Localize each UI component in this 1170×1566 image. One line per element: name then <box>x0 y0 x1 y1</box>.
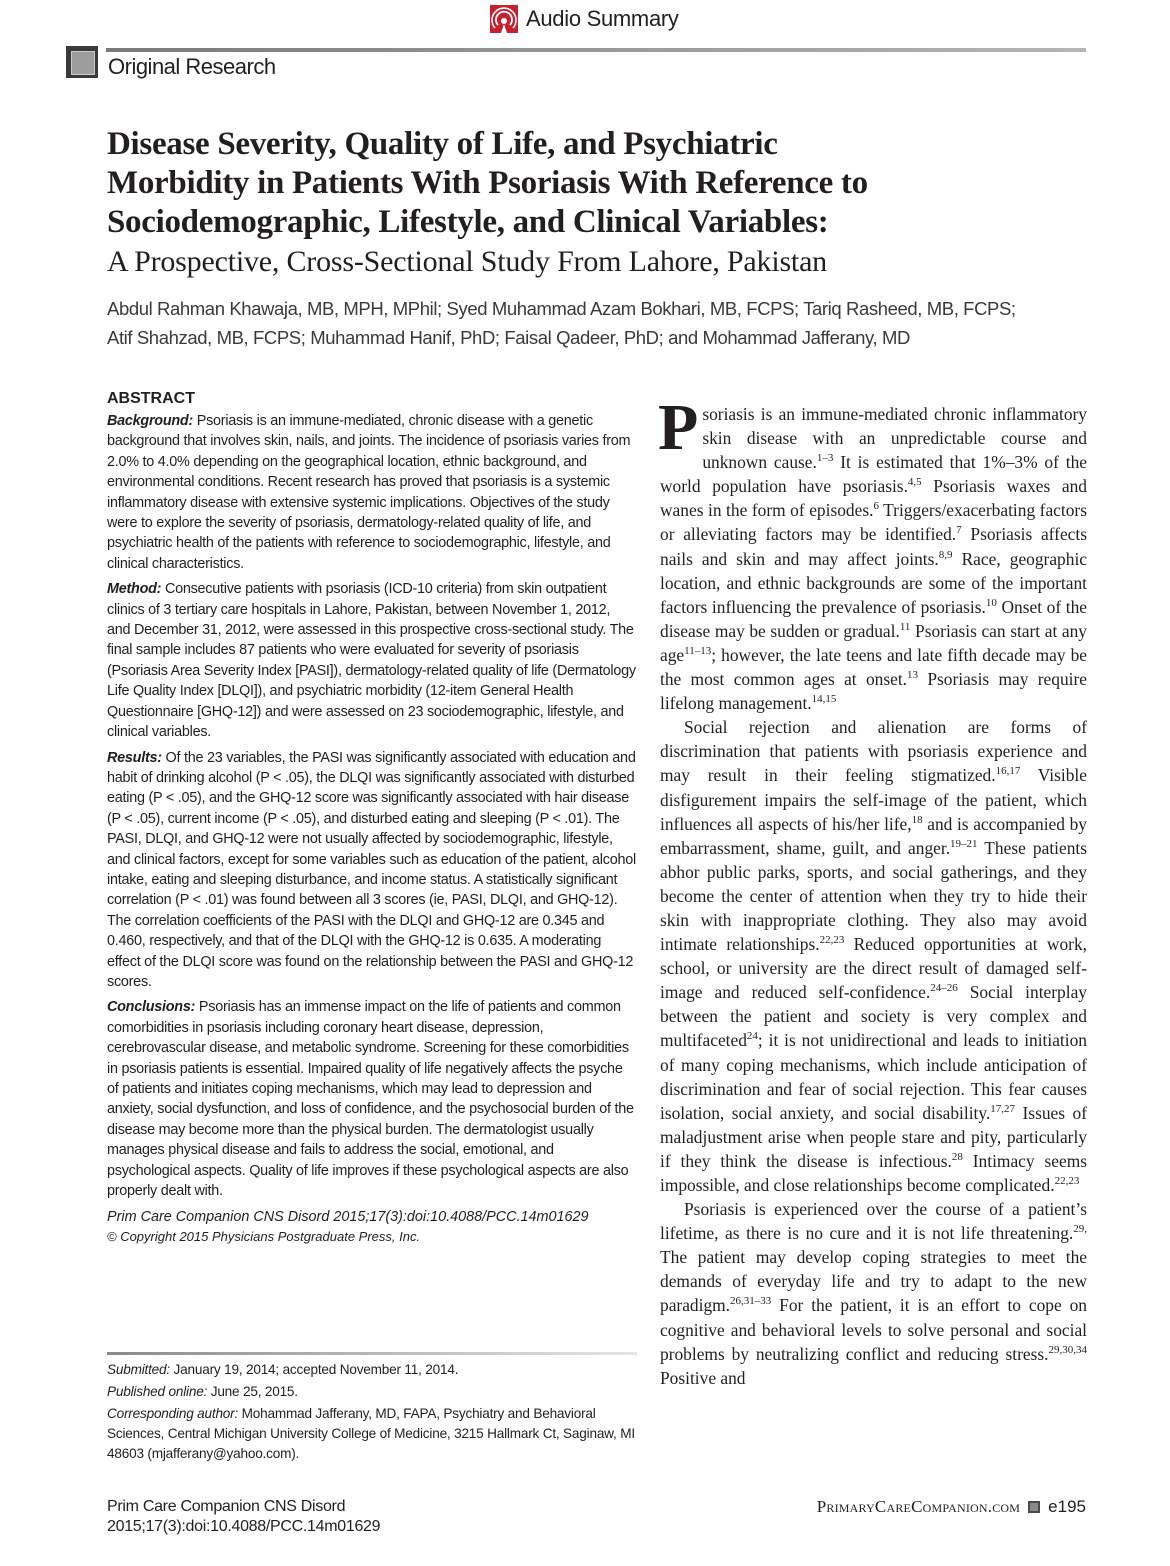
meta-value: June 25, 2015. <box>207 1384 298 1399</box>
section-text: Of the 23 variables, the PASI was significantly associated with education and habit of drinking alcohol (P < .05), the DLQI was significantly associated with disturbed eating (P < .05), and the GHQ-12 score was significantly associated with hair disease (P < .05), current income (P < .05), and disturbed eating and sleeping (P < .01). The PASI, DLQI, and GHQ-12 were not usually affected by sociodemographic, lifestyle, and clinical factors, except for some variables such as education of the patient, alcohol intake, eating and sleeping disturbance, and income status. A statistically significant correlation (P < .01) was found between all 3 scores (ie, PASI, DLQI, and GHQ-12). The correlation coefficients of the PASI with the DLQI and GHQ-12 are 0.345 and 0.460, respectively, and that of the DLQI with the GHQ-12 is 0.635. A moderating effect of the DLQI score was found on the relationship between the PASI and GHQ-12 scores. <box>107 749 636 990</box>
citation-superscript: 1–3 <box>816 452 834 465</box>
footer-right <box>817 1497 1086 1517</box>
body-paragraph: Psoriasis is experienced over the course of a patient’s lifetime, as there is no cure and it is not life threatening.$^{29,}$ The patient may develop coping strategies to meet the demands of everyday life and try to adapt to the new paradigm.$^{26,31-33}$ For the patient, it is an effort to cope on cognitive and behavioral levels to solve personal and social problems by neutralizing conflict and reducing stress.$^{29,30,34}$ Positive and <box>660 1199 1087 1388</box>
title-line: Disease Severity, Quality of Life, and Psychiatric <box>107 126 778 162</box>
citation-superscript: 16,17 <box>995 765 1021 778</box>
citation-superscript: 8,9 <box>938 548 953 561</box>
body-paragraph: Psoriasis is an immune-mediated chronic inflammatory skin disease with an unpredictable course and unknown cause.$^{1-3}$ It is estimated that 1%–3% of the world population have psoriasis.$^{4,5}$ Psoriasis waxes and wanes in the form of episodes.$^6$ Triggers/exacerbating factors or alleviating factors may be identified.$^7$ Psoriasis affects nails and skin and may affect joints.$^{8,9}$ Race, geographic location, and ethnic backgrounds are some of the important factors influencing the prevalence of psoriasis.$^{10}$ Onset of the disease may be sudden or gradual.$^{11}$ Psoriasis can start at any age$^{11-13}$; however, the late teens and late fifth decade may be the most common ages at onset.$^{13}$ Psoriasis may require lifelong management.$^{14,15}$ <box>658 391 1088 714</box>
corresponding-author-info <box>107 1404 637 1464</box>
audio-summary-label: Audio Summary <box>526 6 679 31</box>
page-number: e195 <box>1048 1497 1086 1516</box>
citation-superscript: 6 <box>873 500 879 513</box>
copyright-notice: © Copyright 2015 Physicians Postgraduate Press, Inc. <box>107 1229 421 1245</box>
footer-citation <box>107 1497 380 1537</box>
citation-superscript: 11 <box>899 620 911 633</box>
citation-superscript: 14,15 <box>811 693 837 706</box>
meta-divider <box>107 1352 637 1355</box>
body-paragraph: Social rejection and alienation are forms of discrimination that patients with psoriasis experience and may result in their feeling stigmatized.$^{16,17}$ Visible disfigurement impairs the self-image of the patient, which influences all aspects of his/her life,$^{18}$ and is accompanied by embarrassment, shame, guilt, and anger.$^{19-21}$ These patients abhor public parks, sports, and social gatherings, and they become the center of attention when they try to hide their skin with inappropriate clothing. They also may avoid intimate relationships.$^{22,23}$ Reduced opportunities at work, school, or university are the direct result of damaged self-image and reduced self-confidence.$^{24-26}$ Social interplay between the patient and society is very complex and multifaceted$^{24}$; it is not unidirectional and leads to initiation of many coping mechanisms, which include anticipation of discrimination and fear of social rejection. This fear causes isolation, social anxiety, and social disability.$^{17,27}$ Issues of maladjustment arise when people stare and pity, particularly if they think the disease is infectious.$^{28}$ Intimacy seems impossible, and close relationships become complicated.$^{22,23}$ <box>660 717 1087 1195</box>
citation-superscript: 18 <box>911 813 923 826</box>
article-title-block <box>107 125 1007 282</box>
citation-superscript: 28 <box>951 1150 963 1163</box>
citation-superscript: 26,31–33 <box>730 1295 772 1308</box>
meta-value: Mohammad Jafferany, MD, FAPA, Psychiatry and Behavioral Sciences, Central Michigan University College of Medicine, 3215 Hallmark Ct, Saginaw, MI 48603 (mjafferany@yahoo.com). <box>107 1406 635 1461</box>
section-text: Consecutive patients with psoriasis (ICD-10 criteria) from skin outpatient clinics of 3 tertiary care hospitals in Lahore, Pakistan, between November 1, 2012, and December 31, 2012, were assessed in this prospective cross-sectional study. The final sample includes 87 patients who were evaluated for severity of psoriasis (Psoriasis Area Severity Index [PASI]), dermatology-related quality of life (Dermatology Life Quality Index [DLQI]), and psychiatric morbidity (12-item General Health Questionnaire [GHQ-12]) and were assessed on 23 sociodemographic, lifestyle, and clinical variables. <box>107 581 636 741</box>
citation-superscript: 29, <box>1073 1223 1087 1236</box>
citation-superscript: 4,5 <box>907 476 922 489</box>
footer-site-link[interactable]: PrimaryCareCompanion.com <box>816 1497 1021 1516</box>
footer-journal: Prim Care Companion CNS Disord <box>107 1498 346 1515</box>
citation-superscript: 24 <box>746 1030 758 1043</box>
section-label: Original Research <box>108 54 276 79</box>
abstract-citation: Prim Care Companion CNS Disord 2015;17(3):doi:10.4088/PCC.14m01629 <box>107 1209 589 1226</box>
section-text: Psoriasis is an immune-mediated, chronic disease with a genetic background that involves skin, nails, and joints. The incidence of psoriasis varies from 2.0% to 4.0% depending on the geographical location, ethnic background, and environmental conditions. Recent research has proved that psoriasis is a systemic inflammatory disease with extensive systemic implications. Objectives of the study were to explore the severity of psoriasis, dermatology-related quality of life, and psychiatric health of the patients with reference to sociodemographic, lifestyle, and clinical characteristics. <box>107 413 631 572</box>
abstract-background <box>107 411 637 574</box>
section-text: Psoriasis has an immense impact on the life of patients and common comorbidities in psoriasis including coronary heart disease, depression, cerebrovascular disease, and metabolic syndrome. Screening for these comorbidities in psoriasis patients is essential. Impaired quality of life negatively affects the psyche of patients and initiates coping mechanisms, which may lead to depression and anxiety, social dysfunction, and loss of confidence, and the psychosocial burden of the disease may become more than the physical burden. The dermatologist usually manages physical disease and fails to address the social, emotional, and psychological aspects. Quality of life improves if these psychological aspects are also properly dealt with. <box>107 999 634 1200</box>
citation-superscript: 7 <box>956 524 962 537</box>
section-lead: Results: <box>107 749 162 766</box>
meta-label: Published online: <box>107 1384 208 1399</box>
title-line: Sociodemographic, Lifestyle, and Clinical Variables: <box>107 204 829 240</box>
meta-value: January 19, 2014; accepted November 11, 2014. <box>169 1362 459 1377</box>
citation-superscript: 29,30,34 <box>1048 1343 1087 1356</box>
abstract-results <box>107 748 637 993</box>
section-header <box>66 46 1086 86</box>
article-meta <box>107 1360 637 1466</box>
citation-superscript: 24–26 <box>930 982 958 995</box>
citation-superscript: 22,23 <box>1054 1175 1080 1187</box>
citation-superscript: 22,23 <box>819 934 845 947</box>
title-line: Morbidity in Patients With Psoriasis With Reference to <box>107 165 868 201</box>
body-text <box>658 391 1088 1390</box>
citation-superscript: 17,27 <box>990 1102 1016 1115</box>
abstract-heading: ABSTRACT <box>107 390 195 407</box>
abstract-conclusions <box>107 997 637 1201</box>
submitted-info <box>107 1360 637 1380</box>
abstract <box>107 389 637 1247</box>
section-square-icon <box>66 46 98 78</box>
article-title <box>107 125 1007 242</box>
author-line: Atif Shahzad, MB, FCPS; Muhammad Hanif, PhD; Faisal Qadeer, PhD; and Mohammad Jafferany, MD <box>107 327 910 348</box>
citation-superscript: 13 <box>907 669 919 682</box>
citation-superscript: 10 <box>985 596 997 609</box>
abstract-method <box>107 579 637 742</box>
author-line: Abdul Rahman Khawaja, MB, MPH, MPhil; Syed Muhammad Azam Bokhari, MB, FCPS; Tariq Rasheed, MB, FCPS; <box>107 298 1016 319</box>
footer-doi: 2015;17(3):doi:10.4088/PCC.14m01629 <box>107 1518 381 1535</box>
audio-waves-icon <box>490 5 518 33</box>
footer-square-icon <box>1028 1501 1040 1513</box>
section-lead: Method: <box>107 581 162 598</box>
meta-label: Corresponding author: <box>107 1406 239 1421</box>
audio-summary-link[interactable] <box>490 4 679 34</box>
drop-cap: P <box>658 391 699 464</box>
article-subtitle: A Prospective, Cross-Sectional Study From Lahore, Pakistan <box>107 245 827 278</box>
section-lead: Conclusions: <box>107 999 196 1016</box>
author-list <box>107 294 1067 352</box>
citation-superscript: 19–21 <box>950 837 978 850</box>
published-info <box>107 1382 637 1402</box>
section-rule <box>106 48 1086 52</box>
meta-label: Submitted: <box>107 1362 170 1377</box>
citation-superscript: 11–13 <box>684 644 712 657</box>
section-lead: Background: <box>107 413 193 429</box>
